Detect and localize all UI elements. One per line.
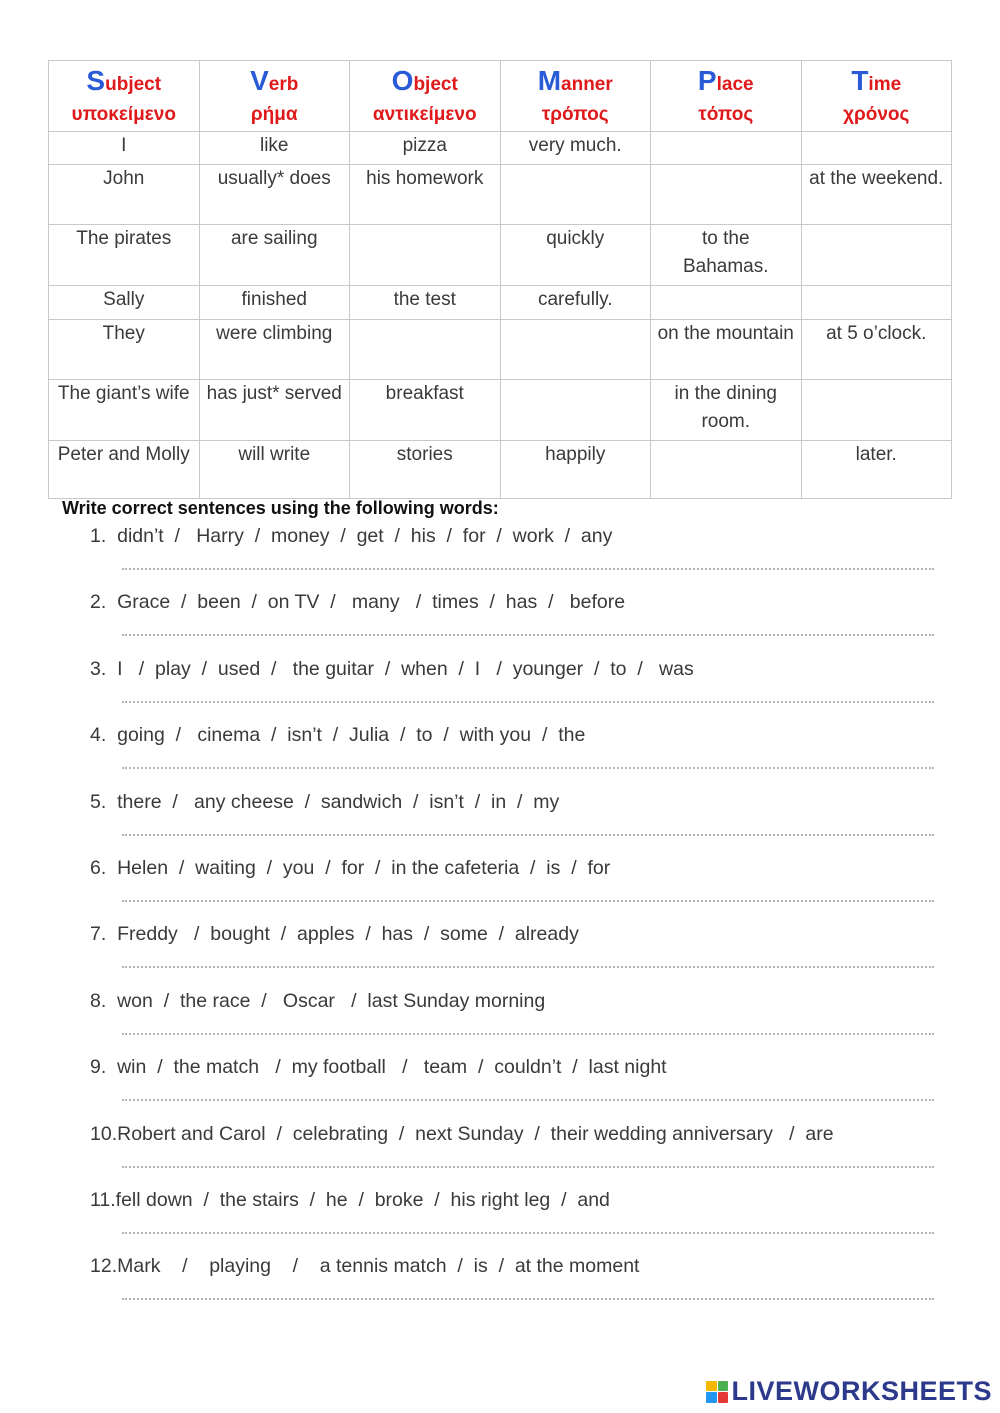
cell-time — [801, 380, 952, 441]
cell-time: at the weekend. — [801, 165, 952, 225]
exercise-prompt: 2. Grace / been / on TV / many / times / has / before — [90, 591, 626, 614]
exercise-item — [90, 920, 950, 986]
exercise-item — [90, 588, 950, 654]
exercise-item — [90, 721, 950, 787]
instructions: Write correct sentences using the following words: — [62, 498, 499, 518]
answer-line[interactable] — [122, 1166, 934, 1168]
cell-object: the test — [350, 286, 501, 320]
answer-line[interactable] — [122, 701, 934, 703]
cell-verb: will write — [199, 441, 350, 499]
exercise-prompt: 8. won / the race / Oscar / last Sunday morning — [90, 989, 546, 1012]
table-header-row — [49, 61, 952, 132]
header-subject: Subject υποκείμενο — [49, 61, 200, 132]
exercise-prompt: 6. Helen / waiting / you / for / in the cafeteria / is / for — [90, 856, 611, 879]
footer-brand — [706, 1376, 992, 1407]
cell-time — [801, 132, 952, 165]
cell-subject: The pirates — [49, 225, 200, 286]
cell-object: pizza — [350, 132, 501, 165]
cell-verb: are sailing — [199, 225, 350, 286]
table-row — [49, 132, 952, 165]
answer-line[interactable] — [122, 900, 934, 902]
answer-line[interactable] — [122, 1099, 934, 1101]
cell-verb: were climbing — [199, 320, 350, 380]
cell-place — [651, 441, 802, 499]
exercise-item — [90, 788, 950, 854]
header-place: Place τόπος — [651, 61, 802, 132]
cell-manner: carefully. — [500, 286, 651, 320]
exercise-prompt: 12.Mark / playing / a tennis match / is / at the moment — [90, 1255, 640, 1278]
answer-line[interactable] — [122, 568, 934, 570]
table-row — [49, 380, 952, 441]
exercise-prompt: 10.Robert and Carol / celebrating / next Sunday / their wedding anniversary / are — [90, 1122, 834, 1145]
cell-place — [651, 132, 802, 165]
cell-subject: They — [49, 320, 200, 380]
exercise-item — [90, 1053, 950, 1119]
exercise-prompt: 3. I / play / used / the guitar / when / I / younger / to / was — [90, 657, 694, 680]
exercise-item — [90, 1252, 950, 1318]
cell-place — [651, 286, 802, 320]
answer-line[interactable] — [122, 834, 934, 836]
exercise-prompt: 9. win / the match / my football / team / couldn’t / last night — [90, 1056, 667, 1079]
cell-manner: happily — [500, 441, 651, 499]
table-row — [49, 225, 952, 286]
exercise-item — [90, 1120, 950, 1186]
table-row — [49, 165, 952, 225]
cell-time: at 5 o’clock. — [801, 320, 952, 380]
cell-verb: finished — [199, 286, 350, 320]
cell-subject: Peter and Molly — [49, 441, 200, 499]
spo-table — [48, 60, 952, 499]
exercise-item — [90, 655, 950, 721]
cell-object: his homework — [350, 165, 501, 225]
cell-object: stories — [350, 441, 501, 499]
exercise-prompt: 1. didn’t / Harry / money / get / his / for / work / any — [90, 525, 613, 547]
cell-place: to the Bahamas. — [651, 225, 802, 286]
cell-subject: Sally — [49, 286, 200, 320]
cell-subject: The giant’s wife — [49, 380, 200, 441]
liveworksheets-logo-icon — [706, 1381, 728, 1403]
answer-line[interactable] — [122, 1033, 934, 1035]
brand-name: LIVEWORKSHEETS — [731, 1376, 992, 1406]
cell-manner: very much. — [500, 132, 651, 165]
exercise-list — [90, 522, 950, 1319]
answer-line[interactable] — [122, 634, 934, 636]
cell-verb: like — [199, 132, 350, 165]
table-row — [49, 441, 952, 499]
cell-manner — [500, 320, 651, 380]
cell-manner — [500, 380, 651, 441]
cell-manner: quickly — [500, 225, 651, 286]
exercise-item — [90, 854, 950, 920]
cell-subject: I — [49, 132, 200, 165]
header-verb: Verb ρήμα — [199, 61, 350, 132]
cell-object — [350, 225, 501, 286]
cell-time — [801, 286, 952, 320]
exercise-prompt: 5. there / any cheese / sandwich / isn’t / in / my — [90, 790, 560, 813]
cell-place: on the mountain — [651, 320, 802, 380]
cell-time — [801, 225, 952, 286]
header-time: Time χρόνος — [801, 61, 952, 132]
cell-time: later. — [801, 441, 952, 499]
cell-object — [350, 320, 501, 380]
cell-place: in the dining room. — [651, 380, 802, 441]
exercise-item — [90, 987, 950, 1053]
exercise-prompt: 7. Freddy / bought / apples / has / some / already — [90, 923, 579, 946]
cell-verb: usually* does — [199, 165, 350, 225]
exercise-item — [90, 522, 950, 588]
table-row — [49, 320, 952, 380]
exercise-prompt: 4. going / cinema / isn’t / Julia / to / with you / the — [90, 724, 586, 747]
header-object: Object αντικείμενο — [350, 61, 501, 132]
cell-place — [651, 165, 802, 225]
exercise-prompt: 11.fell down / the stairs / he / broke / his right leg / and — [90, 1188, 610, 1211]
answer-line[interactable] — [122, 1298, 934, 1300]
answer-line[interactable] — [122, 767, 934, 769]
answer-line[interactable] — [122, 1232, 934, 1234]
exercise-item — [90, 1186, 950, 1252]
cell-object: breakfast — [350, 380, 501, 441]
answer-line[interactable] — [122, 966, 934, 968]
cell-subject: John — [49, 165, 200, 225]
header-manner: Manner τρόπος — [500, 61, 651, 132]
cell-verb: has just* served — [199, 380, 350, 441]
cell-manner — [500, 165, 651, 225]
table-row — [49, 286, 952, 320]
